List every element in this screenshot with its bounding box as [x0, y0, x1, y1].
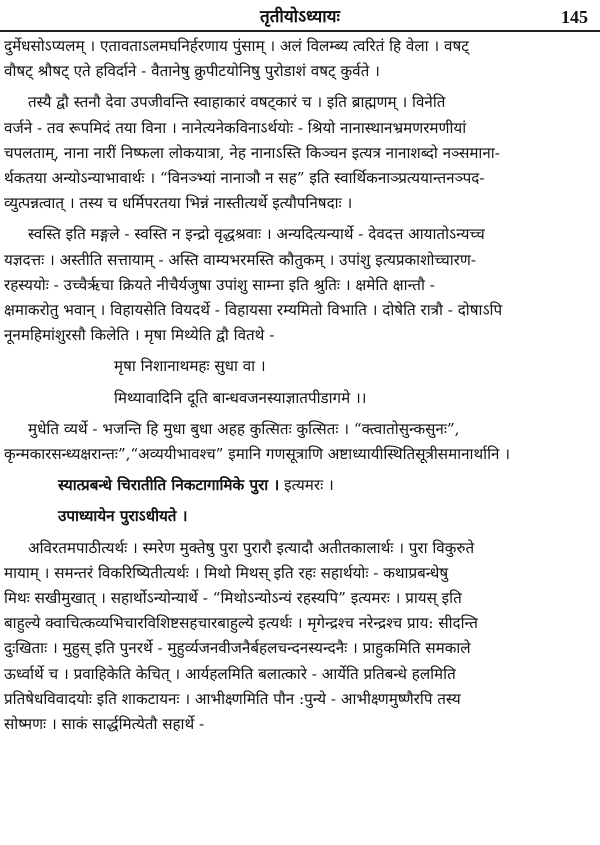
- text-line: अविरतमपाठीत्यर्थः । स्मरेण मुक्तेषु पुरा पुरारौ इत्यादौ अतीतकालार्थः । पुरा विकुरुते: [28, 538, 475, 557]
- verse-quote: [4, 354, 592, 410]
- paragraph-4: [4, 417, 592, 467]
- sutra-heading-source: इत्यमरः ।: [279, 476, 334, 495]
- sutra-heading-text: स्यात्प्रबन्धे चिरातीति निकटागामिके पुरा ।: [58, 476, 280, 495]
- sutra-heading-2: उपाध्यायेन पुराऽधीयते ।: [58, 507, 188, 526]
- header-rule: [0, 30, 600, 32]
- page-header: [0, 6, 600, 32]
- sutra-heading-1: [4, 473, 592, 498]
- text-line: नूनमहिमांशुरसौ किलेति । मृषा मिथ्येति द्वौ वितथे -: [4, 326, 275, 345]
- text-line: स्वस्ति इति मङ्गले - स्वस्ति न इन्द्रो वृद्धश्रवाः । अन्यदित्यन्यार्थे - देवदत्त आयातोऽन्यच्च: [28, 225, 485, 244]
- paragraph-3: [4, 222, 592, 348]
- text-line: ऊर्ध्वार्थे च । प्रवाहिकेति केचित् । आर्यहलमिति बलात्कारे - आर्येति प्रतिबन्धे हलमिति: [4, 664, 456, 683]
- paragraph-2: [4, 90, 592, 216]
- page-number: 145: [561, 7, 588, 27]
- text-line: चपलताम्, नाना नारीं निष्फला लोकयात्रा, नेह नानाऽस्ति किञ्चन इत्यत्र नानाशब्दो नञ्समाना-: [4, 143, 500, 162]
- text-line: सोष्मणः । साकं सार्द्धमित्येतौ सहार्थे -: [4, 715, 205, 734]
- text-line: रहस्ययोः - उच्चैर्ऋचा क्रियते नीचैर्यजुषा उपांशु साम्ना इति श्रुतिः । क्षमेति क्षान्तौ -: [4, 275, 435, 294]
- text-line: दुःखिताः । मुहुस् इति पुनरर्थे - मुहुर्व्यजनवीजनैर्बहलचन्दनस्यन्दनैः । प्राहुकमिति समकाले: [4, 639, 471, 658]
- verse-line: मृषा निशानाथमहः सुधा वा ।: [114, 357, 266, 376]
- text-line: मुधेति व्यर्थे - भजन्ति हि मुधा बुधा अहह कुत्सितः कुत्सितः । “क्त्वातोसुन्कसुनः”,: [28, 419, 460, 438]
- text-line: दुर्मेधसोऽप्यलम् । एतावताऽलमघनिर्हरणाय पुंसाम् । अलं विलम्ब्य त्वरितं हि वेला । वषट्: [4, 37, 469, 55]
- text-line: क्षमाकरोतु भवान् । विहायसेति वियदर्थे - विहायसा रम्यमितो विभाति । दोषेति रात्रौ - दोषाऽपि: [4, 301, 503, 320]
- text-line: बाहुल्ये क्वाचित्कव्यभिचारविशिष्टसहचारबाहुल्ये इत्यर्थः । मृगेन्द्रश्च नरेन्द्रश्च प्राय: सीदन्ति: [4, 614, 478, 633]
- text-line: यज्ञदत्तः । अस्तीति सत्तायाम् - अस्ति वाम्यभरमस्ति कौतुकम् । उपांशु इत्यप्रकाशोच्चारण-: [4, 250, 477, 269]
- text-line: व्युत्पन्नत्वात् । तस्य च धर्मिपरतया भिन्नं नास्तीत्यर्थे इत्यौपनिषदाः ।: [4, 194, 353, 213]
- text-line: कृन्मकारसन्ध्यक्षरान्तः”,“अव्ययीभावश्च” इमानि गणसूत्राणि अष्टाध्यायीस्थितिसूत्रीसमानार्थानि ।: [4, 445, 511, 464]
- text-line: मायाम् । समन्तरं विकरिष्यितीत्यर्थः । मिथो मिथस् इति रहः सहार्थयोः - कथाप्रबन्धेषु: [4, 563, 449, 582]
- text-line: मिथः सखीमुखात् । सहार्थोऽन्योन्यार्थे - “मिथोऽन्योऽन्यं रहस्यपि” इत्यमरः । प्रायस् इति: [4, 589, 462, 608]
- text-line: तस्यै द्वौ स्तनौ देवा उपजीवन्ति स्वाहाकारं वषट्कारं च । इति ब्राह्मणम् । विनेति: [28, 93, 446, 112]
- paragraph-5: [4, 536, 592, 738]
- text-line: वर्जने - तव रूपमिदं तया विना । नानेत्यनेकविनाऽर्थयोः - श्रियो नानास्थानभ्रमणरमणीयां: [4, 118, 467, 137]
- text-line: वौषट् श्रौषट् एते हविर्दाने - वैतानेषु क्रुपीटयोनिषु पुरोडाशं वषट् कुर्वते ।: [4, 62, 380, 81]
- chapter-title: तृतीयोऽध्यायः: [260, 7, 340, 27]
- paragraph-1: [4, 34, 592, 84]
- text-line: प्रतिषेधविवादयोः इति शाकटायनः । आभीक्ष्णमिति पौन :पुन्ये - आभीक्ष्णमुष्णैरपि तस्य: [4, 689, 461, 708]
- page-body: [4, 34, 592, 737]
- text-line: र्थकतया अन्योऽन्याभावार्थः । “विनञ्भ्यां नानाञौ न सह” इति स्वार्थिकनाञ्प्रत्ययान्तनञ्पद-: [4, 169, 485, 188]
- verse-line: मिथ्यावादिनि दूति बान्धवजनस्याज्ञातपीडागमे ।।: [114, 388, 367, 407]
